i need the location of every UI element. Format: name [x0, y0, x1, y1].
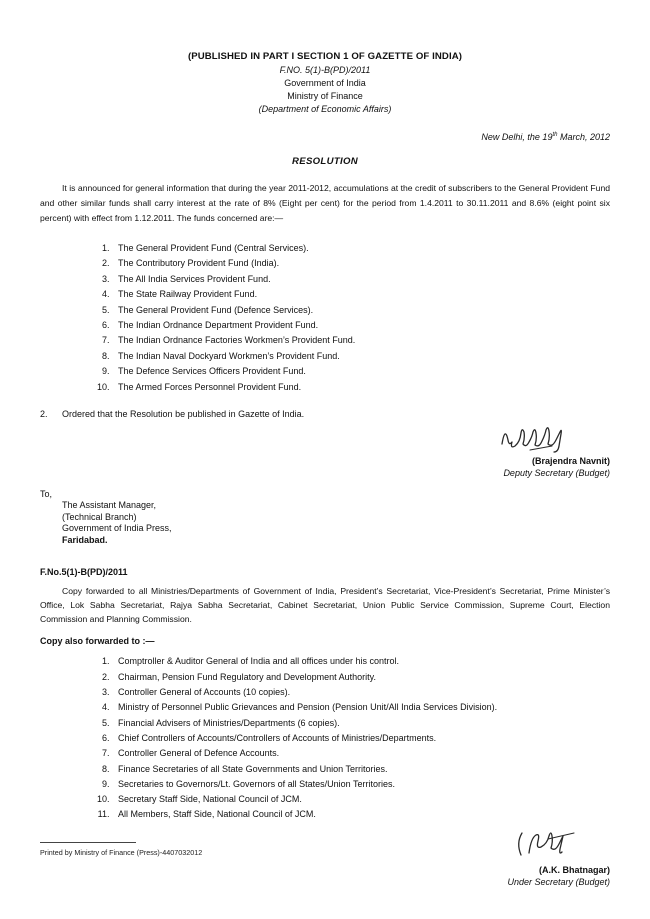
forward-item: 10. Secretary Staff Side, National Council of JCM.	[112, 792, 610, 807]
under-secretary-signature-icon	[508, 826, 582, 864]
fund-item: 2. The Contributory Provident Fund (India).	[112, 256, 610, 271]
dateline-prefix: New Delhi, the 19	[481, 132, 553, 142]
ordered-paragraph	[40, 409, 610, 419]
dateline-ordinal: th	[552, 132, 558, 138]
copy-forwarded-paragraph: Copy forwarded to all Ministries/Departments of Government of India, President’s Secretariat, Vice-President’s Secretariat, Prime Minister’s Office, Lok Sabha Secretariat, Rajya Sabha Secretariat, Cabinet Secretariat, Union Public Service Commission, Supreme Court, Election Commission and Planning Commission.	[40, 586, 610, 625]
fund-item: 3. The All India Services Provident Fund.	[112, 272, 610, 287]
address-line: The Assistant Manager,	[62, 500, 157, 511]
address-city: Faridabad.	[62, 534, 108, 545]
address-block	[62, 500, 610, 546]
forward-item: 2. Chairman, Pension Fund Regulatory and Development Authority.	[112, 670, 610, 685]
address-line: (Technical Branch)	[62, 511, 137, 522]
signatory-name: (A.K. Bhatnagar)	[538, 864, 610, 875]
published-line: (PUBLISHED IN PART I SECTION 1 OF GAZETTE OF INDIA)	[187, 51, 463, 62]
resolution-heading: RESOLUTION	[292, 156, 358, 167]
government-line: Government of India	[284, 78, 366, 88]
signatory-title: Under Secretary (Budget)	[507, 876, 610, 887]
fund-item: 8. The Indian Naval Dockyard Workmen’s Provident Fund.	[112, 349, 610, 364]
page-footer	[40, 842, 202, 857]
deputy-secretary-signature-icon	[494, 419, 582, 455]
forward-item: 8. Finance Secretaries of all State Governments and Union Territories.	[112, 762, 610, 777]
file-number-line: F.NO. 5(1)-B(PD)/2011	[279, 65, 371, 75]
copy-also-heading: Copy also forwarded to :—	[40, 636, 155, 647]
fund-list	[40, 241, 610, 395]
forward-item: 7. Controller General of Defence Accounts.	[112, 746, 610, 761]
dateline-suffix: March, 2012	[557, 132, 610, 142]
forward-item: 5. Financial Advisers of Ministries/Departments (6 copies).	[112, 716, 610, 731]
document-header	[40, 50, 610, 116]
dateline	[40, 129, 610, 143]
ministry-line: Ministry of Finance	[287, 91, 363, 101]
signatory-name: (Brajendra Navnit)	[531, 456, 610, 467]
fund-item: 6. The Indian Ordnance Department Provident Fund.	[112, 318, 610, 333]
fund-item: 10. The Armed Forces Personnel Provident Fund.	[112, 380, 610, 395]
forward-item: 11. All Members, Staff Side, National Council of JCM.	[112, 807, 610, 822]
forward-item: 1. Comptroller & Auditor General of India and all offices under his control.	[112, 654, 610, 669]
forward-item: 4. Ministry of Personnel Public Grievances and Pension (Pension Unit/All India Services Division).	[112, 700, 610, 715]
fund-item: 7. The Indian Ordnance Factories Workmen’s Provident Fund.	[112, 333, 610, 348]
forward-item: 9. Secretaries to Governors/Lt. Governors of all States/Union Territories.	[112, 777, 610, 792]
forward-item: 6. Chief Controllers of Accounts/Controllers of Accounts of Ministries/Departments.	[112, 731, 610, 746]
signatory-title: Deputy Secretary (Budget)	[503, 468, 610, 479]
ordered-text: Ordered that the Resolution be published in Gazette of India.	[62, 409, 305, 420]
signature-block-deputy	[40, 419, 610, 479]
address-line: Government of India Press,	[62, 523, 172, 534]
ordered-number: 2.	[40, 409, 48, 420]
forward-item: 3. Controller General of Accounts (10 copies).	[112, 685, 610, 700]
fund-item: 1. The General Provident Fund (Central Services).	[112, 241, 610, 256]
printed-by-line: Printed by Ministry of Finance (Press)-4407032012	[40, 848, 203, 857]
forward-list	[40, 654, 610, 822]
forward-file-number: F.No.5(1)-B(PD)/2011	[40, 567, 128, 578]
fund-item: 4. The State Railway Provident Fund.	[112, 287, 610, 302]
department-line: (Department of Economic Affairs)	[258, 104, 392, 114]
fund-item: 9. The Defence Services Officers Provident Fund.	[112, 364, 610, 379]
footer-divider	[40, 842, 136, 843]
resolution-intro: It is announced for general information that during the year 2011-2012, accumulations at the credit of subscribers to the General Provident Fund and other similar funds shall carry interest at the rate of 8% (Eight per cent) for the period from 1.4.2011 to 30.11.2011 and 8.6% (eight point six percent) with effect from 1.12.2011. The funds concerned are:—	[40, 183, 610, 223]
fund-item: 5. The General Provident Fund (Defence Services).	[112, 303, 610, 318]
address-to: To,	[40, 489, 53, 500]
